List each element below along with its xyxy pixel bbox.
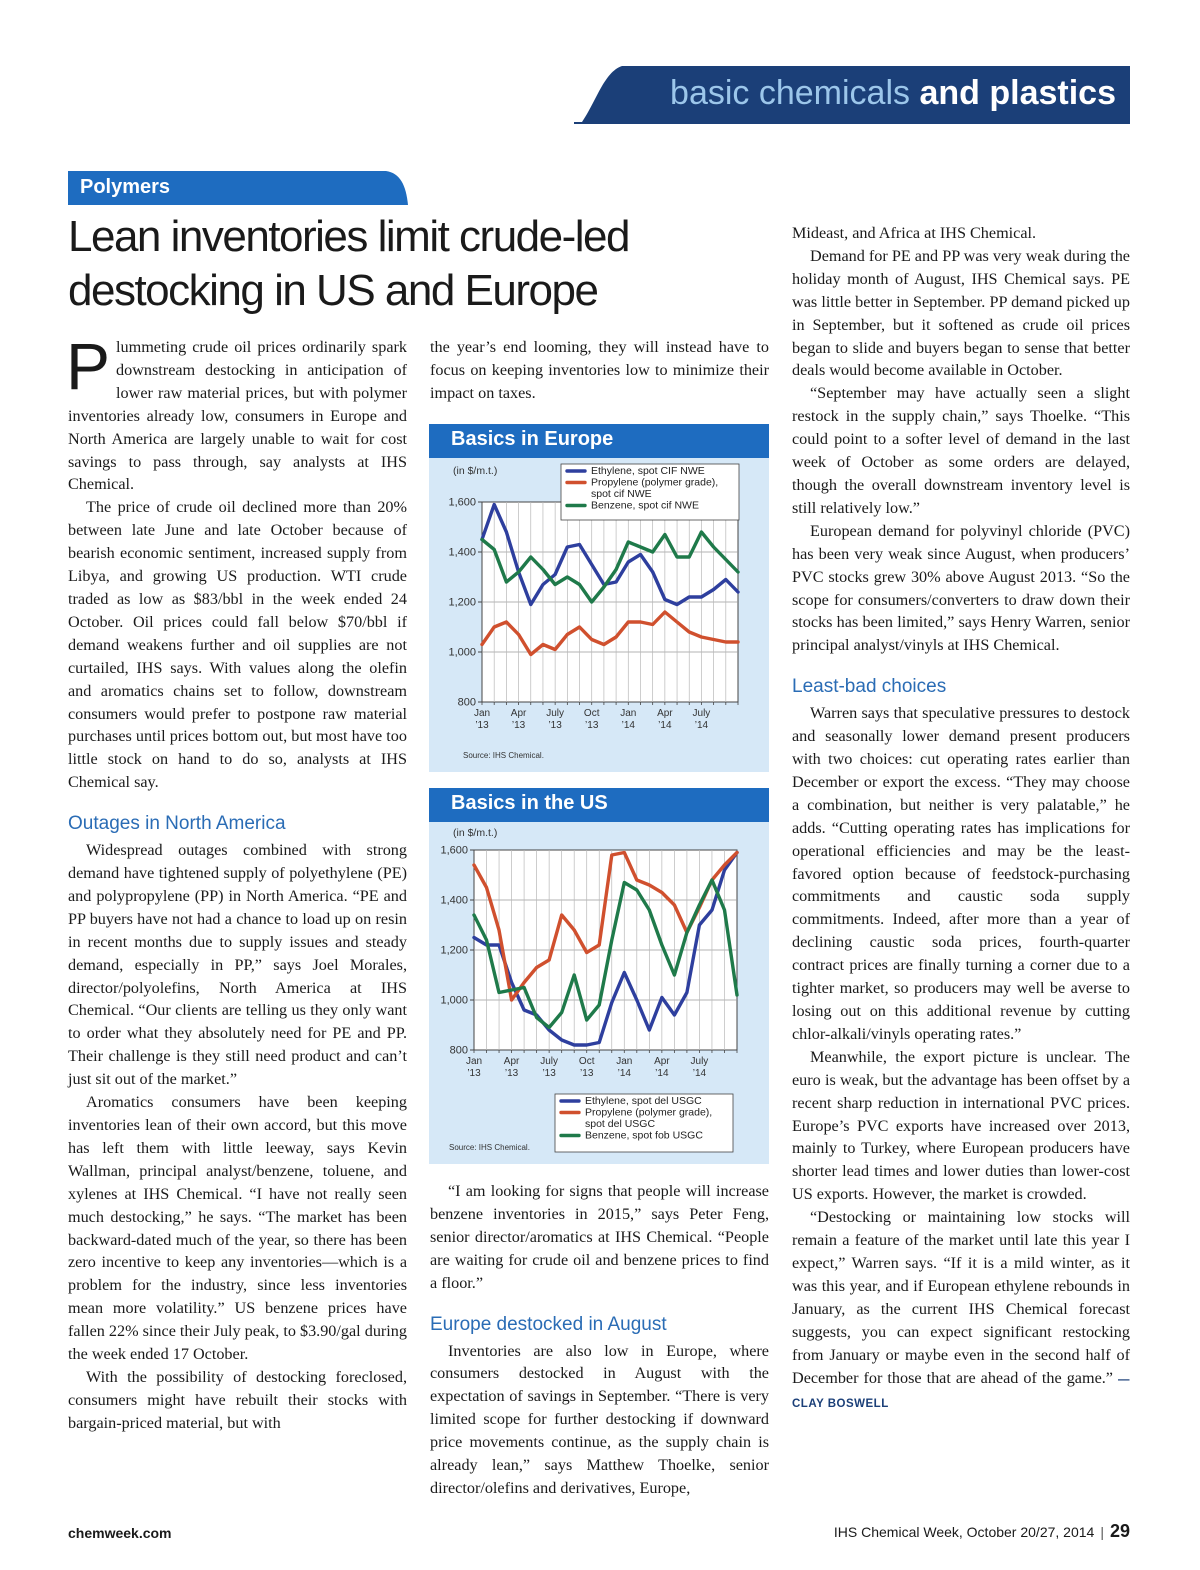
section-title-light: basic chemicals [670, 74, 911, 112]
column-2-top [430, 336, 769, 405]
x-tick-label: July [546, 708, 565, 719]
chart-body [448, 464, 739, 760]
x-tick-label: Apr [510, 708, 527, 719]
y-tick-label: 1,200 [440, 944, 468, 957]
x-tick-label: Apr [654, 1056, 670, 1067]
paragraph: Meanwhile, the export picture is unclear. The euro is weak, but the advantage has been offset by a recent sharp reduction in international PVC prices. Europe’s PVC exports have increased over 2013, mainly to Turkey, where European producers have shorter lead times and lower duties than lower-cost US exports. However, the market is crowded. [792, 1047, 1130, 1204]
x-tick-label: Oct [578, 1056, 595, 1067]
legend-label: Benzene, spot fob USGC [585, 1129, 703, 1142]
chart-europe-svg [429, 424, 769, 772]
legend-label: Ethylene, spot del USGC [585, 1095, 702, 1107]
x-tick-label: Jan [616, 1056, 633, 1067]
section-title-bold: and plastics [919, 74, 1116, 112]
page-number: 29 [1109, 1521, 1130, 1541]
y-tick-label: 1,600 [448, 496, 476, 509]
section-title [670, 74, 1116, 113]
unit-label: (in $/m.t.) [453, 465, 498, 477]
column-1 [66, 329, 407, 1435]
legend-label: Propylene (polymer grade), [585, 1106, 713, 1119]
paragraph: the year’s end looming, they will instead have to focus on keeping inventories low to minimize their impact on taxes. [430, 338, 769, 402]
x-tick-label: ’14 [617, 1068, 631, 1079]
y-tick-label: 1,000 [440, 994, 468, 1007]
paragraph: European demand for polyvinyl chloride (PVC) has been very weak since August, when producers’ PVC stocks grew 30% above August 2013. “So the scope for consumers/converters to draw down their stocks has been limited,” says Henry Warren, senior principal analyst/vinyls at IHS Chemical. [792, 521, 1130, 655]
x-tick-label: ’13 [475, 720, 489, 731]
paragraph: “September may have actually seen a slight restock in the supply chain,” says Thoelke. “This could point to a softer level of demand in the last week of October as some orders are delayed, though the overall downstream inventory level is still relatively low.” [792, 384, 1130, 517]
y-tick-label: 1,000 [448, 646, 476, 659]
y-tick-label: 800 [457, 696, 476, 709]
legend-label: spot cif NWE [591, 488, 652, 500]
subhead-outages: Outages in North America [68, 813, 286, 835]
x-tick-label: ’13 [504, 1068, 519, 1079]
paragraph: With the possibility of destocking foreclosed, consumers might have rebuilt their stocks with bargain-priced material, but with [68, 1367, 407, 1432]
x-tick-label: ’13 [542, 1068, 556, 1079]
y-tick-label: 1,200 [448, 596, 476, 609]
x-tick-label: ’13 [511, 720, 526, 731]
x-tick-label: July [692, 708, 711, 719]
x-tick-label: Apr [657, 708, 673, 719]
article-headline [68, 210, 768, 318]
legend-label: spot del USGC [585, 1118, 656, 1130]
publication-info: IHS Chemical Week, October 20/27, 2014 [833, 1524, 1095, 1540]
chart-source: Source: IHS Chemical. [463, 751, 544, 760]
paragraph: “I am looking for signs that people will increase benzene inventories in 2015,” says Peter Feng, senior director/aromatics at IHS Chemical. “People are waiting for crude oil and benzene prices to find a floor.” [430, 1182, 769, 1292]
x-tick-label: July [690, 1056, 709, 1067]
legend-label: Benzene, spot cif NWE [591, 499, 699, 512]
subhead-least-bad: Least-bad choices [792, 676, 947, 698]
paragraph-text: lummeting crude oil prices ordinarily spark downstream destocking in anticipation of lower raw material prices, but with polymer inventories already low, consumers in Europe and North America are largely unable to wait for cost savings to pass through, say analysts at IHS Chemical. [68, 338, 407, 494]
x-tick-label: Jan [465, 1056, 483, 1067]
paragraph: Aromatics consumers have been keeping inventories lean of their own accord, but this move has left them with little leeway, says Kevin Wallman, principal analyst/benzene, toluene, and xylenes at IHS Chemical. “I have not really seen much destocking,” he says. “The market has been backward-dated much of the year, so there has been zero incentive to keep any inventories—which is a problem for the industry, since less inventories mean more volatility.” US benzene prices have fallen 22% since their July peak, to $3.90/gal during the week ended 17 October. [68, 1093, 407, 1364]
paragraph: Warren says that speculative pressures to destock and seasonally lower demand present producers with two choices: cut operating rates earlier than December or export the excess. “They may choose a combination, but neither is very palatable,” he adds. “Cutting operating rates has implications for operational efficiencies and may be the least-favored option because of feedstock-purchasing commitments and caustic soda supply commitments. Indeed, after more than a year of declining caustic soda prices, fourth-quarter contract prices are finally turning a corner due to a tighter market, so producers may well be averse to losing out on this additional revenue by cutting chlor-alkali/vinyls operating rates.” [792, 704, 1130, 1043]
chart-title: Basics in the US [429, 788, 769, 822]
x-tick-label: Jan [473, 708, 491, 719]
x-tick-label: Oct [583, 708, 600, 719]
column-3 [792, 222, 1130, 1416]
x-tick-label: July [540, 1056, 559, 1067]
banner-rule [574, 122, 1130, 124]
headline-line-1: Lean inventories limit crude-led [68, 212, 629, 261]
chart-us-svg [429, 788, 769, 1164]
x-tick-label: ’14 [692, 1068, 707, 1079]
paragraph [792, 1206, 1130, 1416]
headline-line-2: destocking in US and Europe [68, 266, 598, 315]
x-tick-label: Jan [620, 708, 637, 719]
section-banner [582, 66, 1130, 122]
y-tick-label: 1,400 [440, 894, 468, 907]
y-tick-label: 800 [449, 1044, 468, 1057]
y-tick-label: 1,400 [448, 546, 476, 559]
footer-site: chemweek.com [68, 1525, 172, 1541]
chart-title: Basics in Europe [429, 424, 769, 458]
paragraph: Demand for PE and PP was very weak during the holiday month of August, IHS Chemical says. PE was little better in September. PP demand picked up in September, but it softened as crude oil prices began to slide and buyers began to sense that better deals would become available in October. [792, 246, 1130, 380]
paragraph-text: “Destocking or maintaining low stocks will remain a feature of the market until late this year I expect,” Warren says. “If it is a mild winter, as it was this year, and if European ethylene rebounds in January, as the current IHS Chemical forecast suggests, you can expect significant restocking from January or maybe even in the second half of December for those that are ahead of the game.” [792, 1208, 1130, 1387]
x-tick-label: ’14 [694, 720, 709, 731]
x-tick-label: ’13 [467, 1068, 481, 1079]
x-tick-label: ’13 [585, 720, 599, 731]
legend-label: Ethylene, spot CIF NWE [591, 465, 705, 477]
footer-separator: | [1100, 1524, 1104, 1540]
footer-publication [834, 1521, 1130, 1542]
article-tag [68, 171, 408, 205]
x-tick-label: Apr [503, 1056, 520, 1067]
chart-basics-in-the-us [429, 788, 769, 1164]
drop-cap: P [66, 329, 111, 403]
chart-body [440, 827, 737, 1152]
x-tick-label: ’13 [548, 720, 562, 731]
x-tick-label: ’14 [658, 720, 672, 731]
x-tick-label: ’13 [580, 1068, 594, 1079]
paragraph: Mideast, and Africa at IHS Chemical. [792, 224, 1037, 242]
subhead-europe-destocked: Europe destocked in August [430, 1313, 667, 1335]
x-tick-label: ’14 [621, 720, 635, 731]
y-tick-label: 1,600 [440, 844, 468, 857]
column-2-bottom [430, 1180, 769, 1500]
paragraph [66, 329, 407, 496]
paragraph: Inventories are also low in Europe, where consumers destocked in August with the expectation of savings in September. “There is very limited scope for further destocking if downward price movements continue, as the supply chain is already lean,” says Matthew Thoelke, senior director/olefins and derivatives, Europe, [430, 1341, 769, 1497]
unit-label: (in $/m.t.) [453, 827, 498, 839]
article-tag-label: Polymers [80, 176, 171, 198]
byline: —CLAY BOSWELL [792, 1373, 1130, 1411]
legend-label: Propylene (polymer grade), [591, 476, 719, 489]
paragraph: Widespread outages combined with strong demand have tightened supply of polyethylene (PE) and polypropylene (PP) in North America. “PE and PP buyers have not had a chance to load up on resin in recent months due to supply issues and steady demand, especially in PP,” says Joel Morales, director/polyolefins, North America at IHS Chemical. “Our clients are telling us they only want to order what they absolutely need for PE and PP. Their challenge is they still need product and can’t just sit out of the market.” [68, 841, 407, 1089]
chart-source: Source: IHS Chemical. [449, 1143, 530, 1152]
x-tick-label: ’14 [655, 1068, 669, 1079]
paragraph: The price of crude oil declined more than 20% between late June and late October because of bearish economic sentiment, increased supply from Libya, and growing US production. WTI crude traded as low as $83/bbl in the week ended 24 October. Oil prices could fall below $70/bbl if demand weakens further and oil supplies are not curtailed, IHS says. With values along the olefin and aromatics chains set to follow, downstream consumers would prefer to postpone raw material purchases until prices bottom out, but most have too little stock on hand to do so, analysts at IHS Chemical say. [68, 498, 407, 792]
chart-basics-in-europe [429, 424, 769, 772]
